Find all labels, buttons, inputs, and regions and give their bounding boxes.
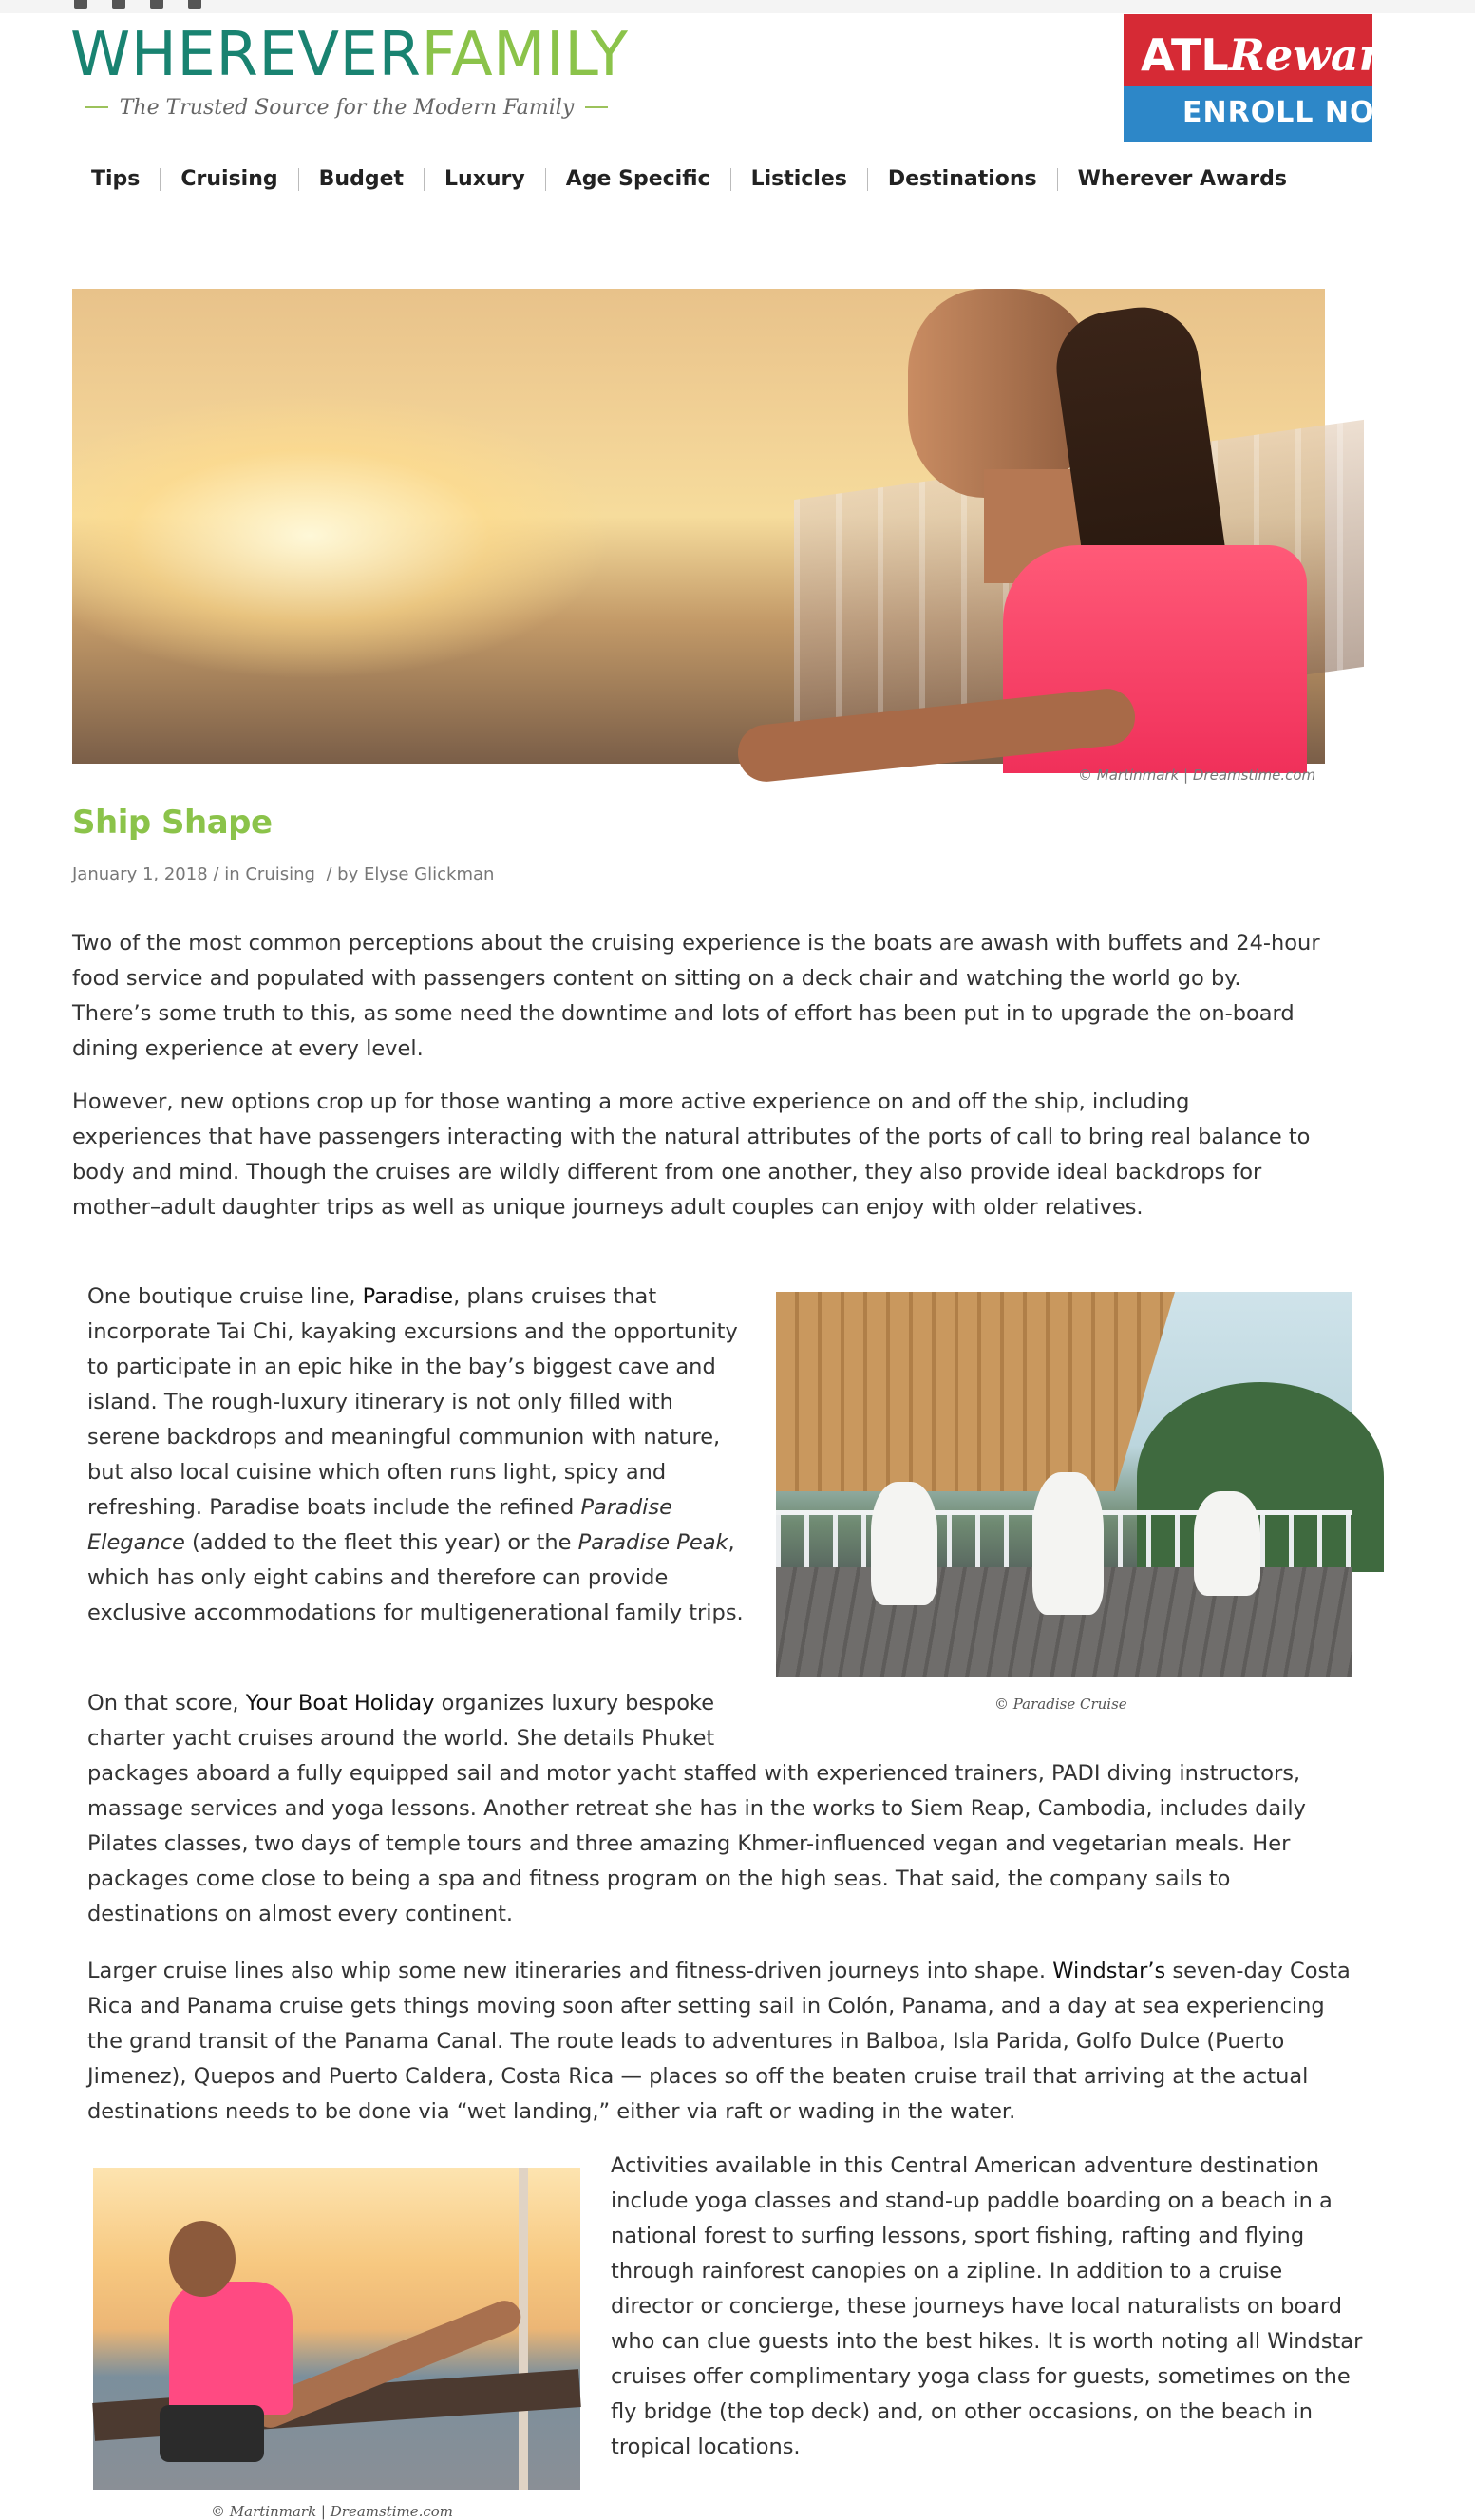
- paradise-peak: Paradise Peak: [577, 1530, 728, 1555]
- article-paragraph-4-rest: packages aboard a fully equipped sail and motor yacht staffed with experienced trainers, PADI diving instructors, massage services and yoga lessons. Another retreat she has in the works to Siem Reap, Cambodia, includes daily Pilates classes, two days of temple tours and three amazing Khmer-influenced vegan and vegetarian meals. Her packages come close to being a spa and fitness program on the high seas. That said, the company sails to destinations on almost every continent.: [87, 1761, 1306, 1926]
- nav-wherever-awards[interactable]: Wherever Awards: [1057, 168, 1307, 191]
- tagline-text: The Trusted Source for the Modern Family: [119, 95, 575, 120]
- linkedin-icon[interactable]: [112, 0, 125, 9]
- photo2-shorts: [160, 2405, 264, 2462]
- your-boat-holiday-link[interactable]: Your Boat Holiday: [245, 1691, 435, 1715]
- nav-luxury[interactable]: Luxury: [424, 168, 545, 191]
- photo1-sail: [776, 1292, 1175, 1491]
- article-author-link[interactable]: Elyse Glickman: [363, 864, 495, 884]
- author-prefix: by: [337, 864, 359, 884]
- site-logo[interactable]: [70, 19, 629, 91]
- article-category-link[interactable]: Cruising: [245, 864, 315, 884]
- p3-text-4: , which has only eight cabins and therefore can provide exclusive accommodations for multigenerational family trips.: [87, 1530, 744, 1625]
- p4-line1-rest: organizes luxury bespoke: [434, 1691, 715, 1715]
- paradise-cruise-photo: [776, 1292, 1352, 1677]
- article-paragraph-6: Activities available in this Central American adventure destination include yoga classes and stand-up paddle boarding on a beach in a national forest to surfing lessons, sport fishing, rafting and flying through rainforest canopies on a zipline. In addition to a cruise director or concierge, these journeys have local naturalists on board who can clue guests into the best hikes. It is worth noting all Windstar cruises offer complimentary yoga class for guests, sometimes on the fly bridge (the top deck) and, on other occasions, on the beach in tropical locations.: [611, 2153, 1363, 2459]
- photo1-figure-2: [1032, 1472, 1104, 1615]
- ad-banner[interactable]: [1124, 14, 1437, 142]
- site-tagline: [85, 93, 608, 122]
- ad-enroll-cta[interactable]: ENROLL NOW: [1182, 96, 1408, 129]
- p3-text-3: (added to the fleet this year) or the: [184, 1530, 578, 1555]
- nav-tips[interactable]: Tips: [91, 167, 141, 191]
- article-paragraph-3: [87, 1279, 752, 1631]
- ad-brand-text: ATL: [1141, 29, 1229, 81]
- p3-text-1: One boutique cruise line,: [87, 1284, 363, 1309]
- nav-destinations[interactable]: Destinations: [867, 168, 1057, 191]
- nav-listicles[interactable]: Listicles: [730, 168, 867, 191]
- paradise-elegance: Paradise Elegance: [87, 1495, 672, 1555]
- logo-part-family: FAMILY: [421, 20, 629, 90]
- social-icons: [74, 0, 264, 13]
- photo1-credit: © Paradise Cruise: [994, 1696, 1127, 1713]
- tagline-rule-right: [585, 106, 608, 108]
- article-paragraph-4-head: [87, 1686, 752, 1756]
- pinterest-icon[interactable]: [188, 0, 201, 9]
- hero-image: [72, 289, 1325, 764]
- yoga-deck-photo: [93, 2168, 580, 2490]
- windstar-link[interactable]: Windstar’s: [1052, 1959, 1166, 1983]
- hero-credit: © Martinmark | Dreamstime.com: [1078, 767, 1316, 784]
- logo-part-wherever: WHEREVER: [70, 20, 422, 90]
- article-meta: January 1, 2018 / in Cruising / by Elyse Glickman: [72, 864, 495, 884]
- article-title[interactable]: Ship Shape: [72, 804, 273, 842]
- photo2-pink-top: [169, 2282, 293, 2415]
- photo1-figure-3: [1194, 1491, 1260, 1596]
- p5-text-1: Larger cruise lines also whip some new itineraries and fitness-driven journeys into shape.: [87, 1959, 1053, 1983]
- photo1-figure-1: [871, 1482, 937, 1605]
- photo2-credit: © Martinmark | Dreamstime.com: [211, 2503, 454, 2520]
- main-nav: [76, 163, 1307, 196]
- article-date: January 1, 2018: [72, 864, 208, 884]
- ad-brand: [1141, 29, 1437, 81]
- article-paragraph-1: Two of the most common perceptions about the cruising experience is the boats are awash with buffets and 24-hour food service and populated with passengers content on sitting on a deck chair and watching the world go by. There’s some truth to this, as some need the downtime and lots of effort has been put in to upgrade the on-board dining experience at every level.: [72, 931, 1320, 1061]
- nav-budget[interactable]: Budget: [298, 168, 424, 191]
- p5-text-2: seven-day Costa Rica and Panama cruise gets things moving soon after setting sail in Colón, Panama, and a day at sea experiencing the grand transit of the Panama Canal. The route leads to adventures in Balboa, Isla Parida, Golfo Dulce (Puerto Jimenez), Quepos and Puerto Caldera, Costa Rica — places so off the beaten cruise trail that arriving at the actual destinations needs to be done via “wet landing,” either via raft or wading in the water.: [87, 1959, 1351, 2124]
- article-paragraph-5: [87, 1954, 1360, 2130]
- email-icon[interactable]: [150, 0, 163, 9]
- nav-age-specific[interactable]: Age Specific: [545, 168, 730, 191]
- paradise-link[interactable]: Paradise: [362, 1284, 454, 1309]
- nav-cruising[interactable]: Cruising: [160, 168, 297, 191]
- facebook-icon[interactable]: [74, 0, 87, 9]
- tagline-rule-left: [85, 106, 108, 108]
- photo2-head: [169, 2221, 236, 2297]
- p3-text-2: , plans cruises that incorporate Tai Chi, kayaking excursions and the opportunity to participate in an epic hike in the bay’s biggest cave and island. The rough-luxury itinerary is not only filled with serene backdrops and meaningful communion with nature, but also local cuisine which often runs light, spicy and refreshing. Paradise boats include the refined: [87, 1284, 738, 1520]
- article-paragraph-2: However, new options crop up for those wanting a more active experience on and off the ship, including experiences that have passengers interacting with the natural attributes of the ports of call to bring real balance to body and mind. Though the cruises are wildly different from one another, they also provide ideal backdrops for mother–adult daughter trips as well as unique journeys adult couples can enjoy with older relatives.: [72, 1089, 1311, 1220]
- p4-text-1: On that score,: [87, 1691, 246, 1715]
- photo2-pole: [519, 2168, 528, 2490]
- category-prefix: in: [224, 864, 240, 884]
- p4-line2: charter yacht cruises around the world. She details Phuket: [87, 1726, 715, 1751]
- ad-brand-script: Rewards: [1228, 29, 1437, 81]
